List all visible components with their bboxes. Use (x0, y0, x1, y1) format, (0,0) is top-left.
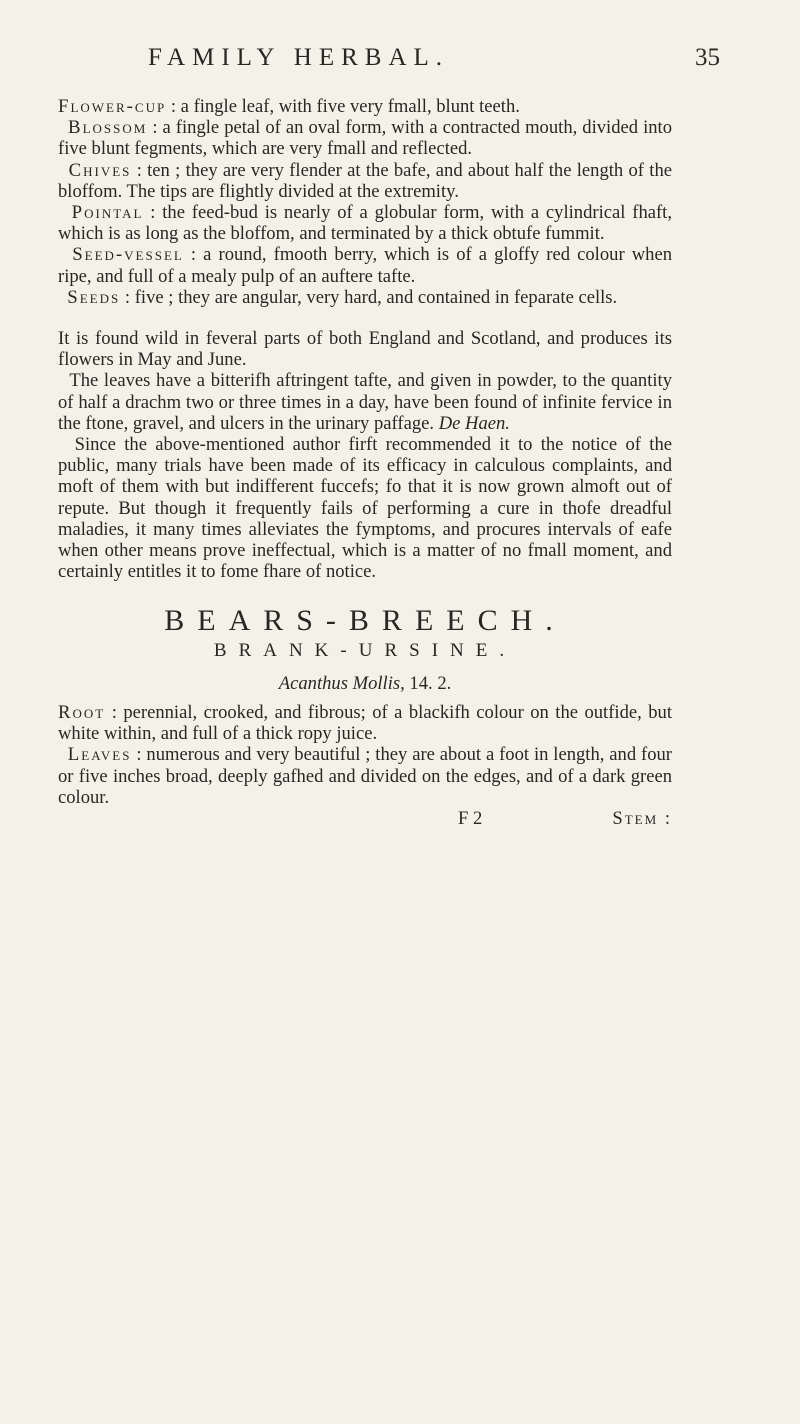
page-footer (58, 808, 672, 830)
citation: De Haen. (438, 412, 510, 434)
entry-flower-cup: Flower-cup : a fingle leaf, with five very fmall, blunt teeth. (58, 96, 520, 117)
section-subtitle: BRANK-URSINE. (213, 639, 517, 661)
entry-root: Root : perennial, crooked, and fibrous; of a blackifh colour on the outfide, but white within, and full of a thick ropy juice. (58, 702, 672, 745)
paragraph-efficacy: Since the above-mentioned author firft recommended it to the notice of the public, many trials have been made of its efficacy in calculous complaints, and moft of them with but indifferent fuccefs; fo that it is now grown almoft out of repute. But though it frequently fails of performing a cure in thofe dreadful maladies, it many times alleviates the fymptoms, and procures intervals of eafe when other means prove ineffectual, which is a matter of no fmall moment, and certainly entitles it to fome fhare of notice. (58, 434, 673, 583)
signature-mark: F 2 (458, 808, 483, 830)
body-text (58, 96, 672, 830)
running-header (148, 44, 720, 72)
catchword: Stem : (612, 808, 672, 830)
page-number: 35 (695, 44, 720, 71)
entry-leaves: Leaves : numerous and very beautiful ; they are about a foot in length, and four or five inches broad, deeply gafhed and divided on the edges, and of a dark green colour. (58, 744, 672, 808)
entry-blossom: Blossom : a fingle petal of an oval form, with a contracted mouth, divided into five blunt fegments, which are very fmall and reflected. (58, 117, 673, 160)
paragraph-uses: The leaves have a bitterifh aftringent tafte, and given in powder, to the quantity of half a drachm two or three times in a day, have been found of infinite fervice in the ftone, gravel, and ulcers in the urinary paffage. De Haen. (58, 370, 672, 434)
running-title: FAMILY HERBAL. (148, 44, 450, 71)
latin-name: Acanthus Mollis, 14. 2. (278, 672, 452, 694)
section-title: BEARS-BREECH. (164, 604, 566, 638)
paragraph-habitat: It is found wild in feveral parts of both England and Scotland, and produces its flowers in May and June. (58, 328, 672, 371)
entry-seed-vessel: Seed-vessel : a round, fmooth berry, which is of a gloffy red colour when ripe, and full of a mealy pulp of an auftere tafte. (58, 244, 672, 287)
entry-seeds: Seeds : five ; they are angular, very hard, and contained in feparate cells. (67, 286, 618, 308)
entry-pointal: Pointal : the feed-bud is nearly of a globular form, with a cylindrical fhaft, which is as long as the bloffom, and terminated by a thick obtufe fummit. (58, 202, 672, 245)
entry-chives: Chives : ten ; they are very flender at the bafe, and about half the length of the bloffom. The tips are flightly divided at the extremity. (58, 159, 672, 202)
